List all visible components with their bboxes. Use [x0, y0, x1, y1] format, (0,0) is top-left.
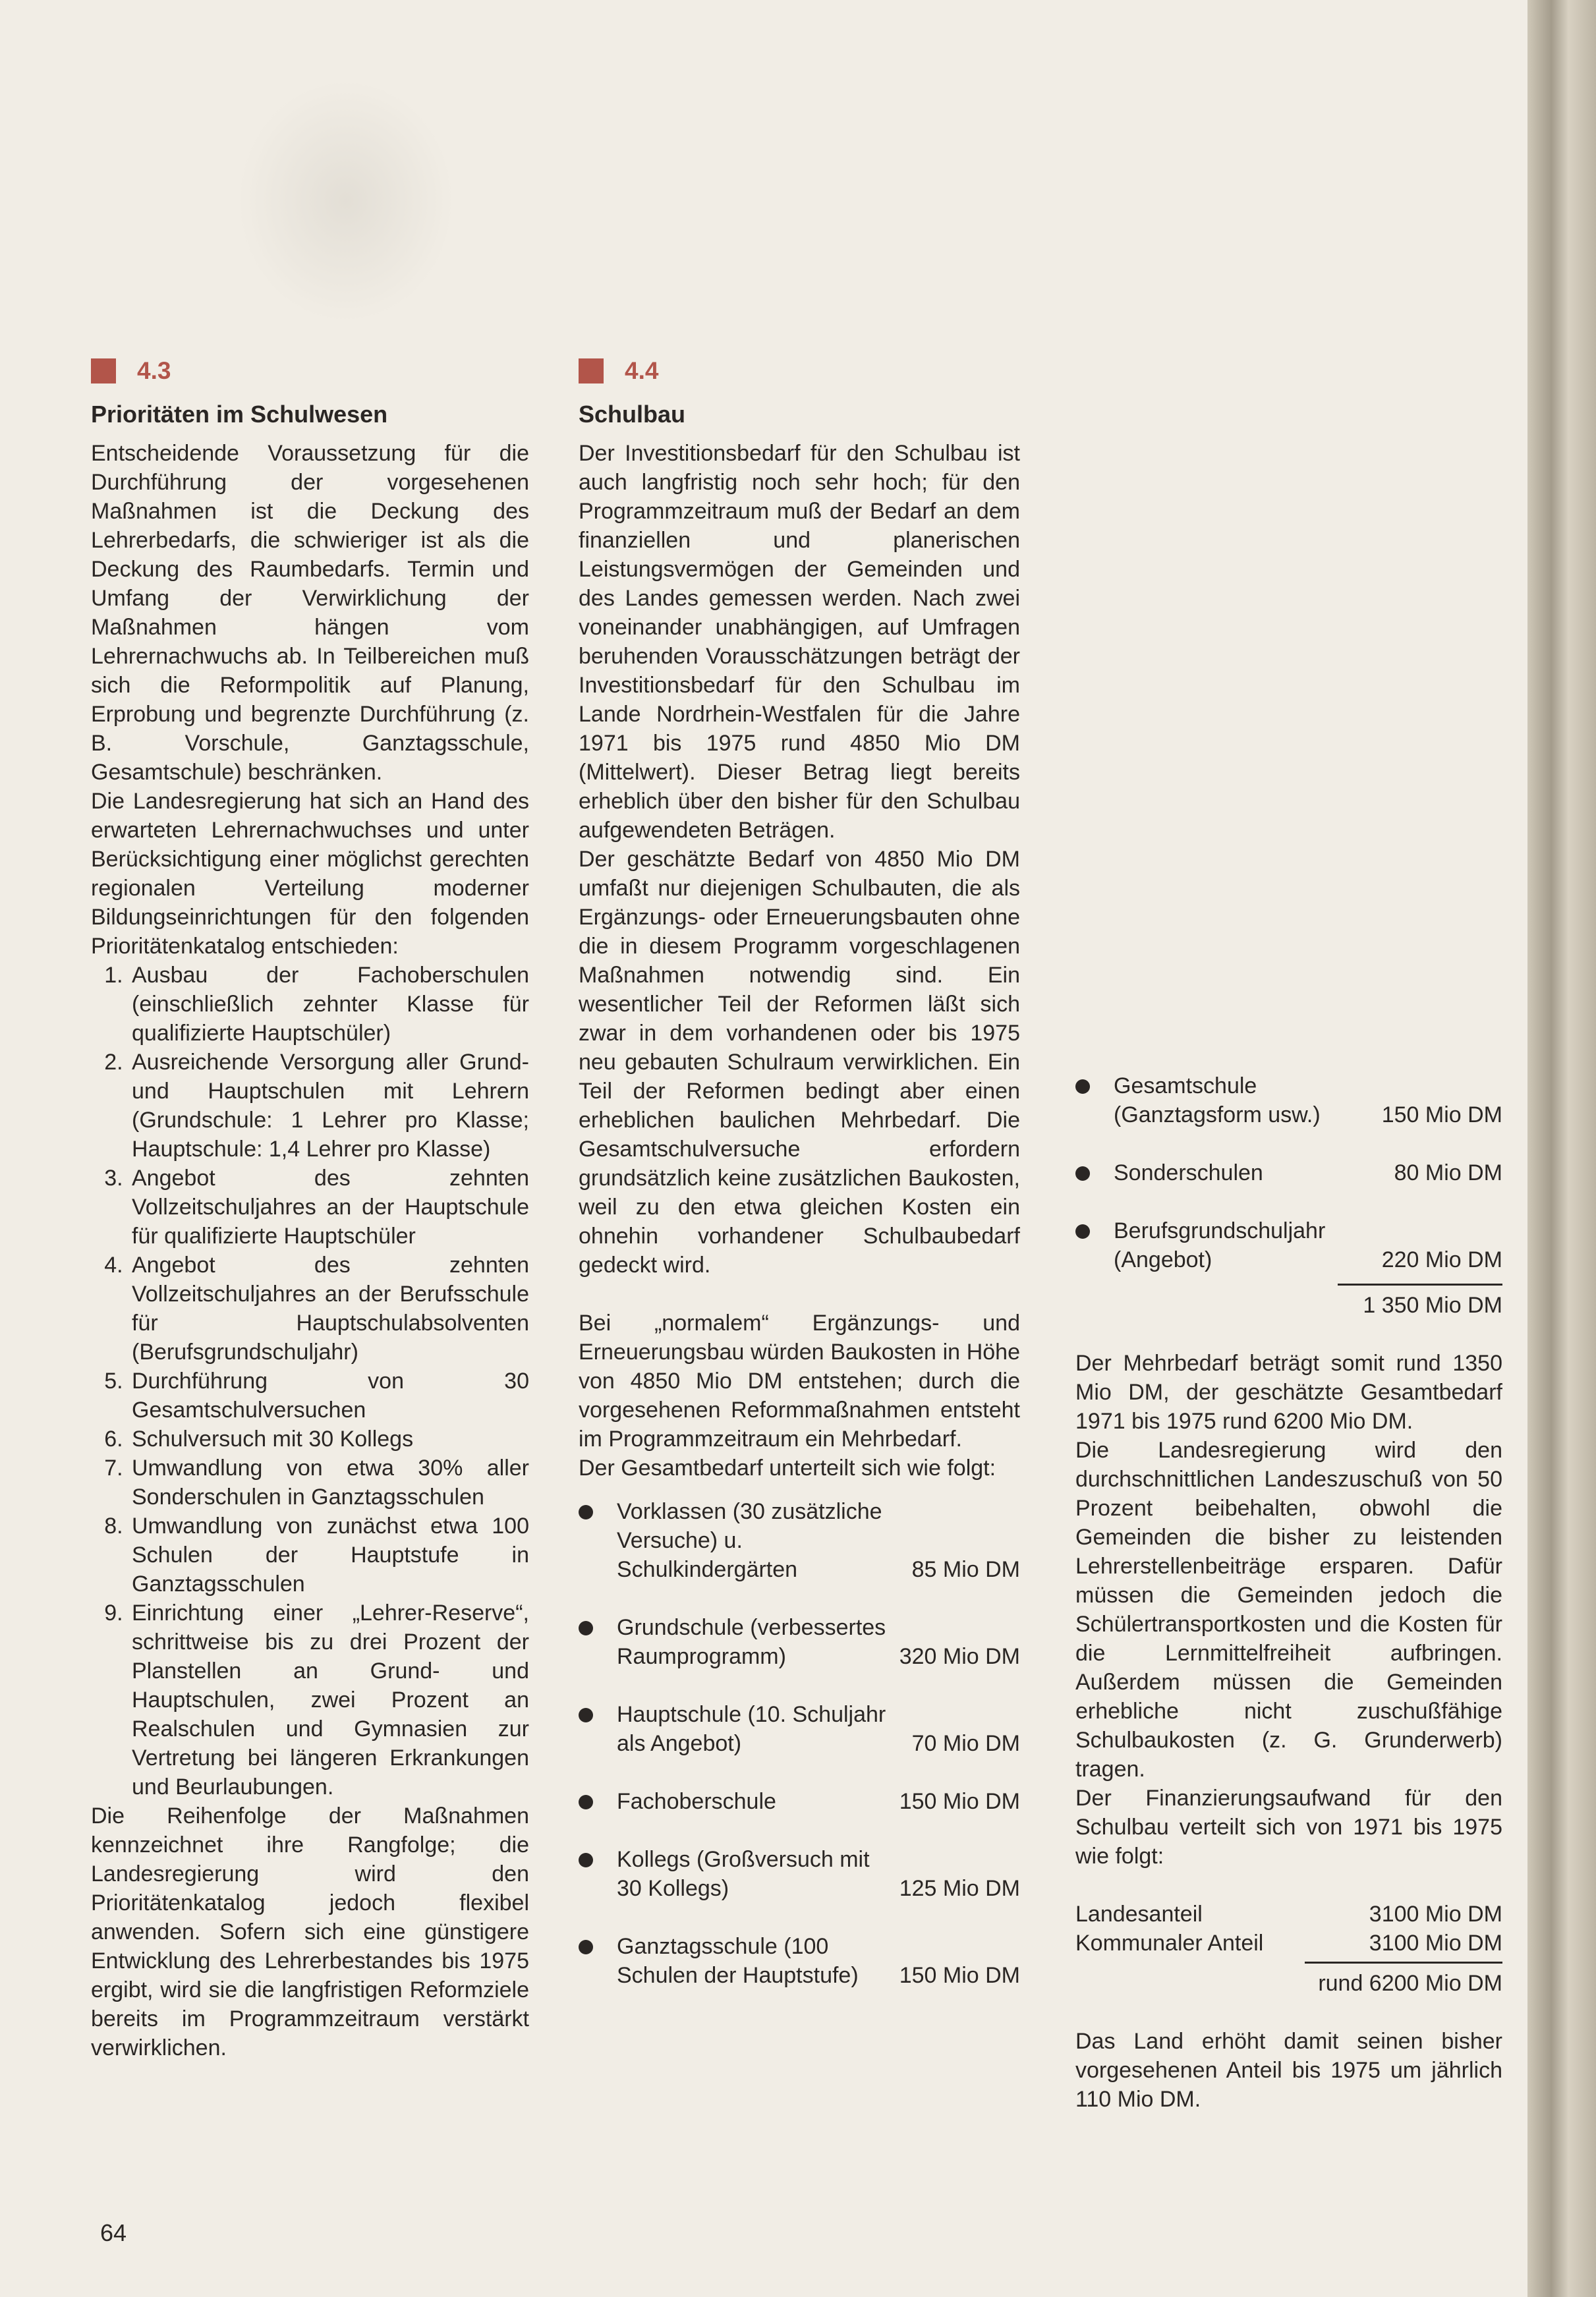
- paragraph: Das Land erhöht damit seinen bisher vorgesehenen Anteil bis 1975 um jährlich 110 Mio DM.: [1075, 2029, 1502, 2112]
- paragraph: Der geschätzte Bedarf von 4850 Mio DM umfaßt nur diejenigen Schulbauten, die als Ergänzungs- oder Erneuerungsbauten ohne die in diesem Programm vorgeschlagenen Maßnahmen notwendig sind. Ein wesentlicher Teil der Reformen läßt sich zwar in dem vorhandenen oder bis 1975 neu gebauten Schulraum verwirklichen. Ein Teil der Reformen bedingt aber einen erheblichen baulichen Mehrbedarf. Die Gesamtschulversuche erfordern grundsätzlich keine zusätzlichen Baukosten, weil zu den etwa gleichen Kosten ein ohnehin vorhandener Schulbaubedarf gedeckt wird.: [579, 847, 1020, 1278]
- bullet-icon: [1075, 1224, 1090, 1239]
- priority-list: [91, 961, 529, 1801]
- page-number: 64: [100, 2219, 127, 2246]
- list-item: 5. Durchführung von 30 Gesamtschulversuchen: [129, 1367, 529, 1425]
- paragraph: Entscheidende Voraussetzung für die Durchführung der vorgesehenen Maßnahmen ist die Deckung des Lehrerbedarfs, die schwieriger ist als die Deckung des Raumbedarfs. Termin und Umfang der Verwirklichung der Maßnahmen hängen vom Lehrernachwuchs ab. In Teilbereichen muß sich die Reformpolitik auf Planung, Erprobung und begrenzte Durchführung (z. B. Vorschule, Ganztagsschule, Gesamtschule) beschränken.: [91, 441, 529, 785]
- column-2: [579, 439, 1020, 2019]
- cost-list-continued: [1075, 1071, 1502, 1274]
- paragraph: Der Gesamtbedarf unterteilt sich wie folgt:: [579, 1456, 996, 1481]
- section-4-3-header: [91, 357, 171, 385]
- cost-item: Sonderschulen 80 Mio DM: [1075, 1158, 1502, 1187]
- bleed-through-shadow: [237, 79, 455, 323]
- list-item: 1. Ausbau der Fachoberschulen (einschließlich zehnter Klasse für qualifizierte Hauptschüler): [129, 961, 529, 1048]
- list-item: 7. Umwandlung von etwa 30% aller Sonderschulen in Ganztagsschulen: [129, 1454, 529, 1512]
- section-4-3-title: Prioritäten im Schulwesen: [91, 401, 388, 428]
- list-item: 3. Angebot des zehnten Vollzeitschuljahres an der Hauptschule für qualifizierte Hauptschüler: [129, 1164, 529, 1251]
- bullet-icon: [1075, 1166, 1090, 1181]
- paragraph: Der Finanzierungsaufwand für den Schulbau verteilt sich von 1971 bis 1975 wie folgt:: [1075, 1786, 1502, 1869]
- paragraph: Der Mehrbedarf beträgt somit rund 1350 Mio DM, der geschätzte Gesamtbedarf 1971 bis 1975 rund 6200 Mio DM.: [1075, 1351, 1502, 1434]
- cost-item: Berufsgrundschuljahr (Angebot) 220 Mio DM: [1075, 1216, 1502, 1274]
- finance-table: [1075, 1900, 1502, 1958]
- finance-total: rund 6200 Mio DM: [1318, 1971, 1502, 1996]
- list-item: 8. Umwandlung von zunächst etwa 100 Schulen der Hauptstufe in Ganztagsschulen: [129, 1512, 529, 1599]
- list-item: 2. Ausreichende Versorgung aller Grund- und Hauptschulen mit Lehrern (Grundschule: 1 Lehrer pro Klasse; Hauptschule: 1,4 Lehrer pro Klasse): [129, 1048, 529, 1164]
- cost-item: Vorklassen (30 zusätzliche Versuche) u. Schulkindergärten 85 Mio DM: [579, 1497, 1020, 1584]
- bullet-icon: [579, 1708, 593, 1722]
- column-1: [91, 439, 529, 2062]
- paragraph: Die Reihenfolge der Maßnahmen kennzeichnet ihre Rangfolge; die Landesregierung wird den Prioritätenkatalog jedoch flexibel anwenden. Sofern sich eine günstigere Entwicklung des Lehrerbestandes bis 1975 ergibt, wird sie die langfristigen Reformziele bereits im Programmzeitraum verstärkt verwirklichen.: [91, 1803, 529, 2060]
- finance-label: Landesanteil: [1075, 1902, 1203, 1927]
- bullet-icon: [579, 1940, 593, 1954]
- section-number: 4.3: [137, 357, 171, 384]
- sum-rule: [1338, 1284, 1502, 1286]
- bullet-icon: [579, 1853, 593, 1867]
- paragraph: Die Landesregierung wird den durchschnittlichen Landeszuschuß von 50 Prozent beibehalten, obwohl die Gemeinden die bisher zu leistenden Lehrerstellenbeiträge ersparen. Dafür müssen die Gemeinden jedoch die Schülertransportkosten und die Kosten für die Lernmittelfreiheit aufbringen. Außerdem müssen die Gemeinden erhebliche nicht zuschußfähige Schulbaukosten (z. G. Grunderwerb) tragen.: [1075, 1438, 1502, 1782]
- section-4-4-header: [579, 357, 658, 385]
- section-marker-icon: [91, 358, 116, 383]
- bullet-icon: [579, 1795, 593, 1809]
- list-item: 9. Einrichtung einer „Lehrer-Reserve“, schrittweise bis zu drei Prozent der Planstellen an Grund- und Hauptschulen, zwei Prozent an Realschulen und Gymnasien zur Vertretung bei längeren Erkrankungen und Beurlaubungen.: [129, 1599, 529, 1801]
- finance-label: Kommunaler Anteil: [1075, 1931, 1264, 1956]
- section-marker-icon: [579, 358, 604, 383]
- bullet-icon: [579, 1621, 593, 1635]
- list-item: 4. Angebot des zehnten Vollzeitschuljahres an der Berufsschule für Hauptschulabsolventen (Berufsgrundschuljahr): [129, 1251, 529, 1367]
- paragraph: Die Landesregierung hat sich an Hand des erwarteten Lehrernachwuchses und unter Berücksichtigung einer möglichst gerechten regionalen Verteilung moderner Bildungseinrichtungen für den folgenden Prioritätenkatalog entschieden:: [91, 789, 529, 959]
- column-3: [1075, 1071, 1502, 2114]
- section-4-4-title: Schulbau: [579, 401, 686, 428]
- cost-item: Kollegs (Großversuch mit 30 Kollegs) 125 Mio DM: [579, 1845, 1020, 1903]
- section-number: 4.4: [625, 357, 659, 384]
- cost-list: [579, 1497, 1020, 1990]
- bullet-icon: [579, 1505, 593, 1519]
- paragraph: Bei „normalem“ Ergänzungs- und Erneuerungsbau würden Baukosten in Höhe von 4850 Mio DM entstehen; durch die vorgesehenen Reformmaßnahmen entsteht im Programmzeitraum ein Mehrbedarf.: [579, 1311, 1020, 1452]
- paragraph: Der Investitionsbedarf für den Schulbau ist auch langfristig noch sehr hoch; für den Programmzeitraum muß der Bedarf an dem finanziellen und planerischen Leistungsvermögen der Gemeinden und des Landes gemessen werden. Nach zwei voneinander unabhängigen, auf Umfragen beruhenden Vorausschätzungen beträgt der Investitionsbedarf für den Schulbau im Lande Nordrhein-Westfalen für die Jahre 1971 bis 1975 rund 4850 Mio DM (Mittelwert). Dieser Betrag liegt bereits erheblich über den bisher für den Schulbau aufgewendeten Beträgen.: [579, 441, 1020, 843]
- book-gutter: [1527, 0, 1596, 2297]
- cost-total: 1 350 Mio DM: [1363, 1293, 1502, 1318]
- cost-item: Ganztagsschule (100 Schulen der Hauptstufe) 150 Mio DM: [579, 1932, 1020, 1990]
- cost-item: Gesamtschule (Ganztagsform usw.) 150 Mio DM: [1075, 1071, 1502, 1129]
- finance-amount: 3100 Mio DM: [1369, 1902, 1502, 1927]
- bullet-icon: [1075, 1079, 1090, 1094]
- sum-rule: [1305, 1962, 1502, 1964]
- finance-amount: 3100 Mio DM: [1369, 1931, 1502, 1956]
- list-item: 6. Schulversuch mit 30 Kollegs: [129, 1425, 529, 1454]
- cost-item: Hauptschule (10. Schuljahr als Angebot) 70 Mio DM: [579, 1700, 1020, 1758]
- cost-item: Grundschule (verbessertes Raumprogramm) 320 Mio DM: [579, 1613, 1020, 1671]
- cost-item: Fachoberschule 150 Mio DM: [579, 1787, 1020, 1816]
